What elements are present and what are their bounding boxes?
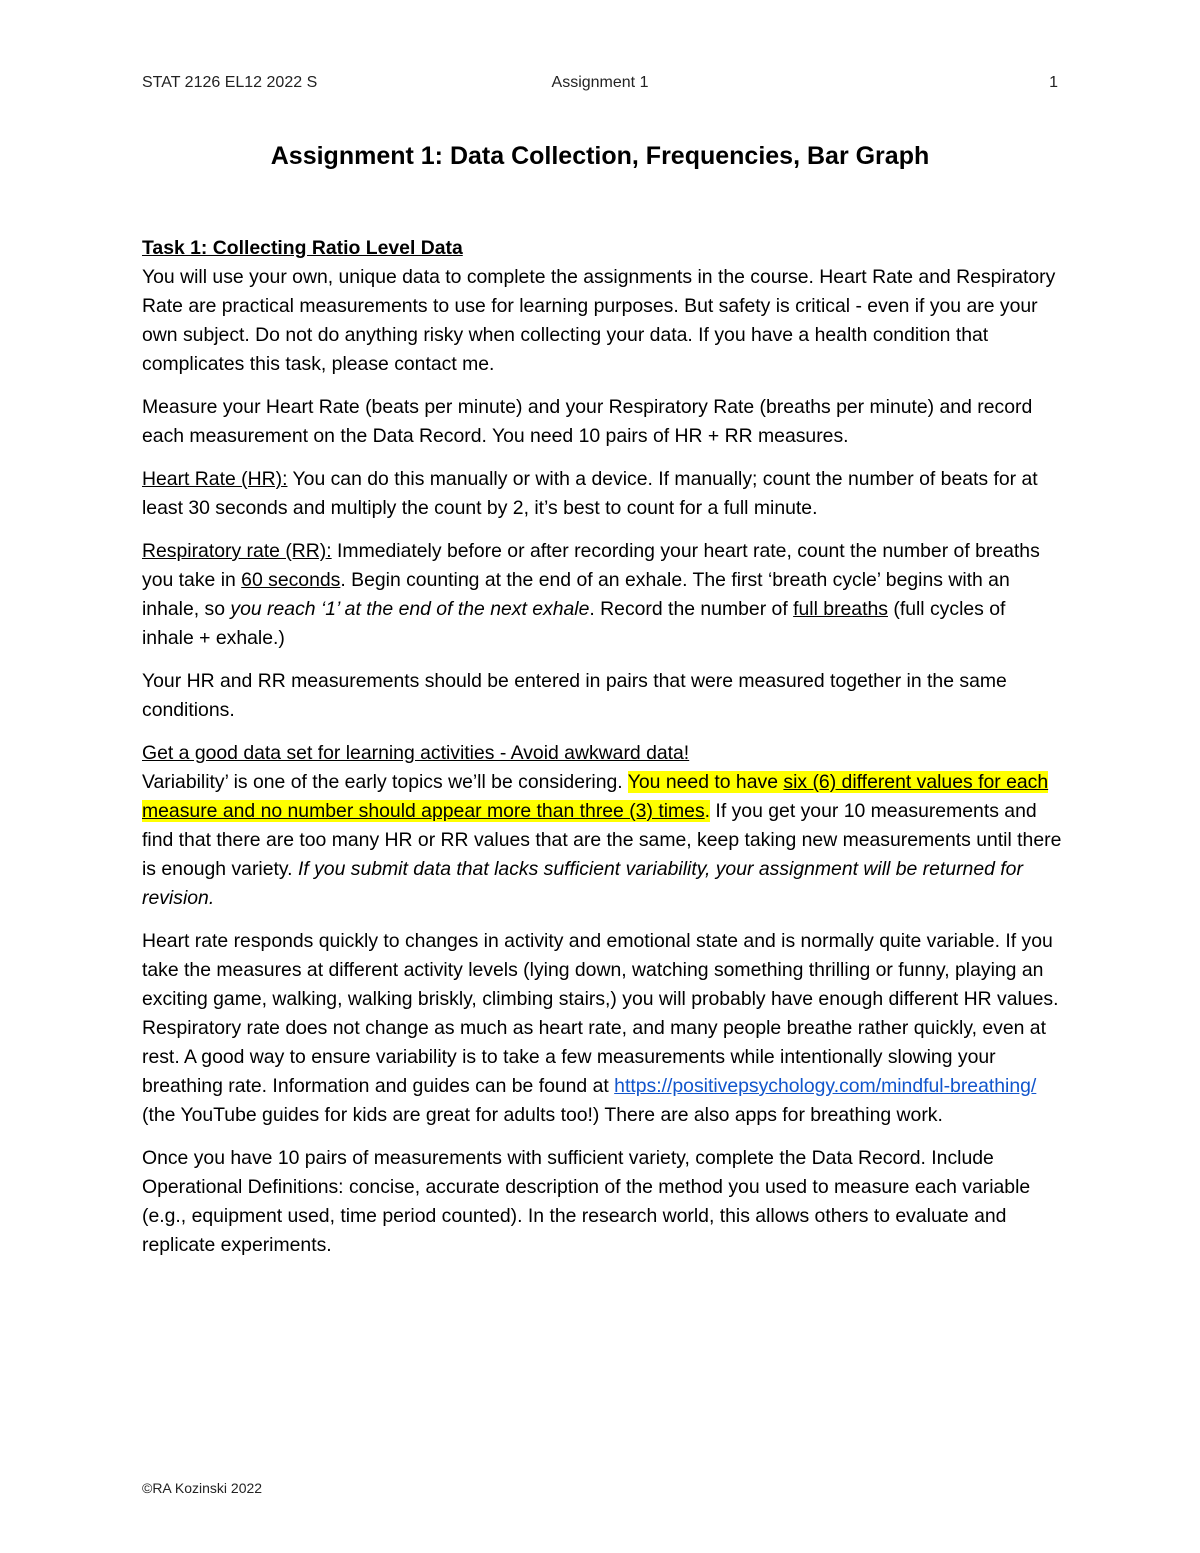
var-highlight-1: You need to have [627, 771, 784, 793]
var-text-1: Variability’ is one of the early topics we’ll be considering. [142, 771, 628, 793]
page-footer: ©RA Kozinski 2022 [142, 1480, 263, 1496]
var-italic: If you submit data that lacks sufficient variability, your assignment will be returned for revision. [142, 858, 1023, 909]
variability-paragraph [142, 739, 1062, 913]
rr-text-1: Immediately before or after recording your heart rate, count the number of breaths you take in [142, 540, 1040, 591]
task1-intro-paragraph [142, 234, 1062, 379]
heart-rate-response-paragraph [142, 927, 1062, 1130]
respiratory-rate-paragraph [142, 537, 1062, 653]
task1-intro: You will use your own, unique data to complete the assignments in the course. Heart Rate and Respiratory Rate are practical measurements to use for learning purposes. But safety is critical - even if you are your own subject. Do not do anything risky when collecting your data. If you have a health condition that complicates this task, please contact me. [142, 266, 1056, 375]
good-data-heading: Get a good data set for learning activities - Avoid awkward data! [142, 742, 690, 764]
header-assignment: Assignment 1 [551, 74, 649, 91]
rr-text-3: . Record the number of [589, 598, 794, 620]
page-header [142, 74, 1058, 98]
measure-paragraph: Measure your Heart Rate (beats per minute) and your Respiratory Rate (breaths per minute) and record each measurement on the Data Record. You need 10 pairs of HR + RR measures. [142, 396, 1033, 447]
course-code: STAT 2126 EL12 2022 S [142, 74, 318, 91]
task1-heading: Task 1: Collecting Ratio Level Data [142, 237, 463, 259]
var-highlight-underline: six (6) different values for each measure and no number should appear more than three (3) times [142, 771, 1049, 822]
hr-text: You can do this manually or with a device. If manually; count the number of beats for at least 30 seconds and multiply the count by 2, it’s best to count for a full minute. [142, 468, 1038, 519]
hr-resp-text-2: (the YouTube guides for kids are great for adults too!) There are also apps for breathing work. [142, 1104, 943, 1126]
var-text-2: If you get your 10 measurements and find that there are too many HR or RR values that are the same, keep taking new measurements until there is enough variety. [142, 800, 1062, 880]
mindful-breathing-link[interactable]: https://positivepsychology.com/mindful-breathing/ [614, 1075, 1037, 1097]
hr-resp-text-1: Heart rate responds quickly to changes in activity and emotional state and is normally quite variable. If you take the measures at different activity levels (lying down, watching something thrilling or funny, playing an exciting game, walking, walking briskly, climbing stairs,) you will probably have enough different HR values. Respiratory rate does not change as much as heart rate, and many people breathe rather quickly, even at rest. A good way to ensure variability is to take a few measurements while intentionally slowing your breathing rate. Information and guides can be found at [142, 930, 1059, 1097]
hr-label: Heart Rate (HR): [142, 468, 288, 490]
document-body [142, 234, 1062, 1274]
rr-text-4: (full cycles of inhale + exhale.) [142, 598, 1006, 649]
rr-italic: you reach ‘1’ at the end of the next exhale [230, 598, 590, 620]
once-paragraph: Once you have 10 pairs of measurements with sufficient variety, complete the Data Record. Include Operational Definitions: concise, accurate description of the method you used to measure each variable (e.g., equipment used, time period counted). In the research world, this allows others to evaluate and replicate experiments. [142, 1147, 1031, 1256]
rr-text-2: . Begin counting at the end of an exhale. The first ‘breath cycle’ begins with an inhale, so [142, 569, 1010, 620]
var-highlight-2: . [704, 800, 711, 822]
rr-60-seconds: 60 seconds [241, 569, 341, 591]
rr-label: Respiratory rate (RR): [142, 540, 332, 562]
heart-rate-paragraph [142, 465, 1062, 523]
page-title: Assignment 1: Data Collection, Frequencies, Bar Graph [270, 142, 930, 170]
page-number: 1 [1049, 74, 1058, 91]
rr-full-breaths: full breaths [793, 598, 888, 620]
pairs-paragraph: Your HR and RR measurements should be entered in pairs that were measured together in the same conditions. [142, 670, 1007, 721]
